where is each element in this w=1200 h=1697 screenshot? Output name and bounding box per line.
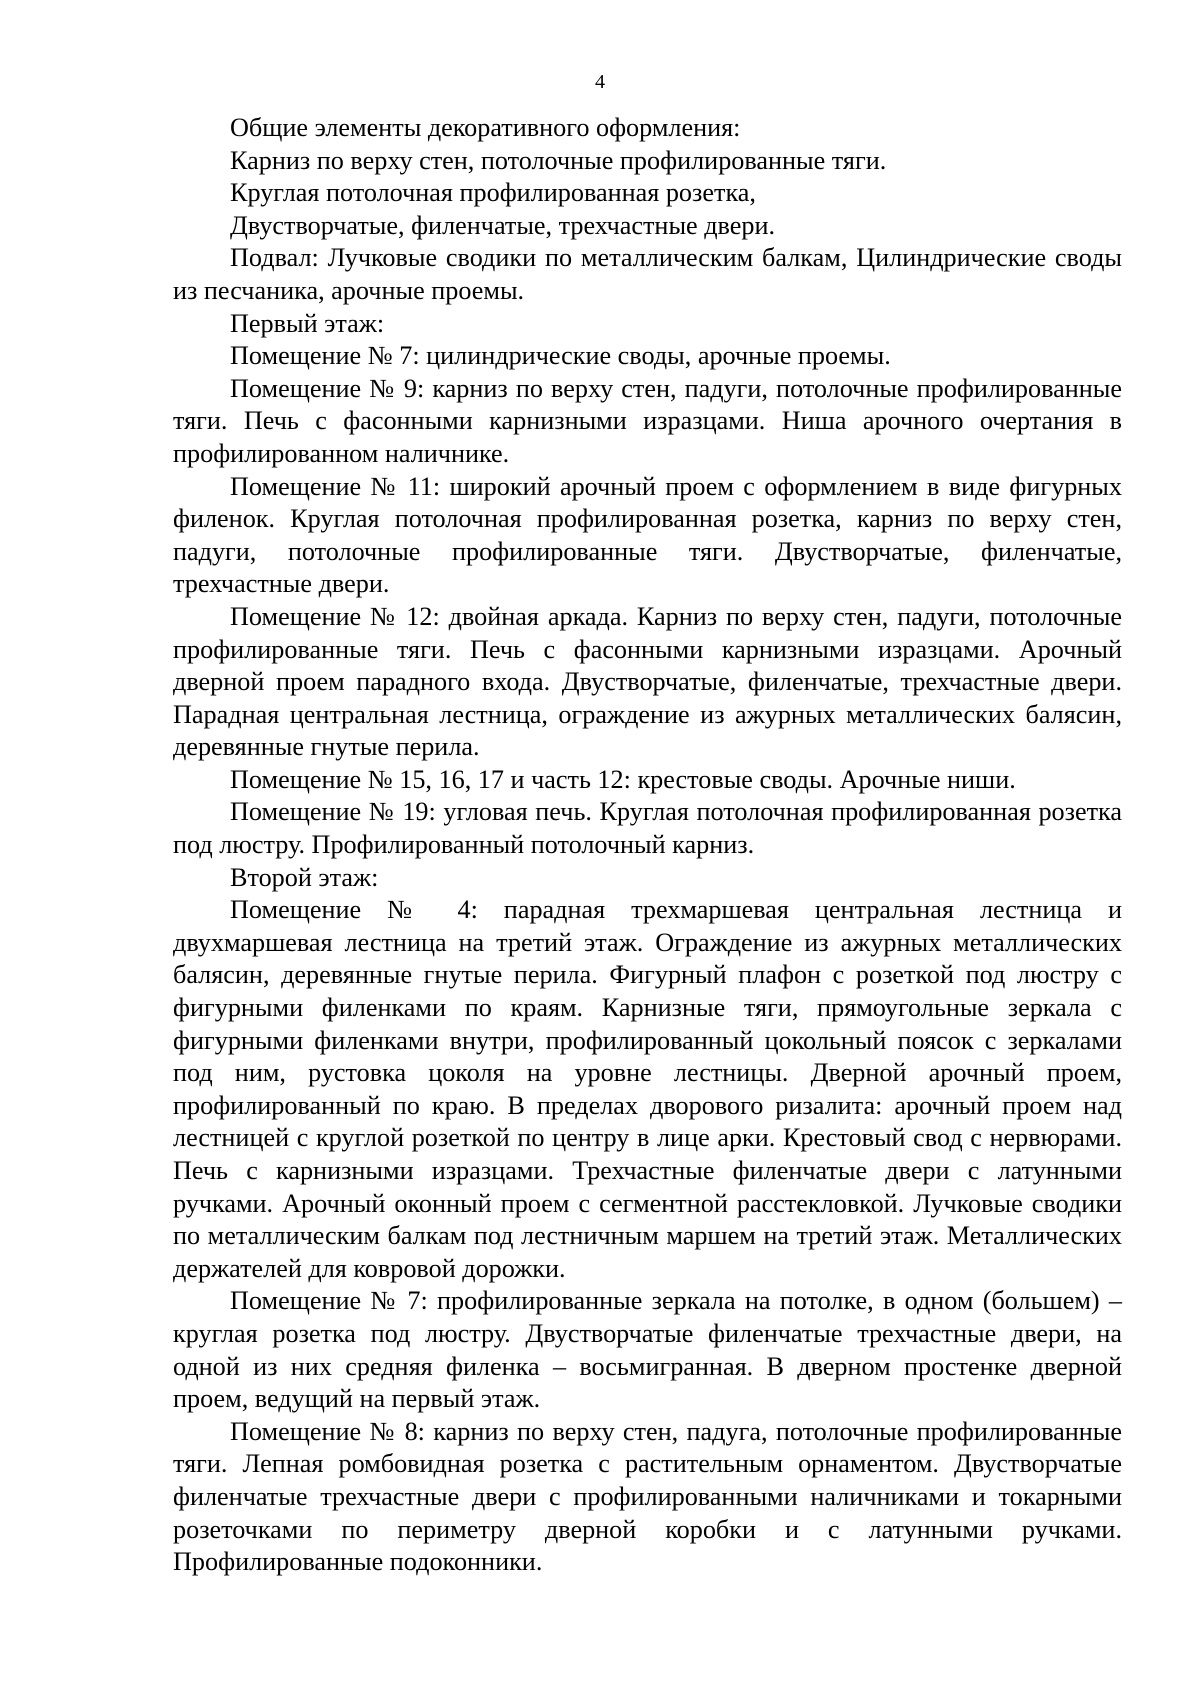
paragraph-rosette: Круглая потолочная профилированная розетка,: [230, 178, 756, 208]
paragraph-room-19: Помещение № 19: угловая печь. Круглая потолочная профилированная розетка под люстру. Профилированный потолочный карниз.: [173, 797, 1122, 860]
paragraph-second-floor-heading: Второй этаж:: [230, 862, 379, 892]
paragraph-room-9: Помещение № 9: карниз по верху стен, падуги, потолочные профилированные тяги. Печь с фасонными карнизными изразцами. Ниша арочного очертания в профилированном наличнике.: [173, 373, 1122, 468]
paragraph-room-7-first: Помещение № 7: цилиндрические своды, арочные проемы.: [230, 341, 891, 371]
paragraph-room-11: Помещение № 11: широкий арочный проем с оформлением в виде фигурных филенок. Круглая потолочная профилированная розетка, карниз по верху стен, падуги, потолочные профилированные тяги. Двустворчатые, филенчатые, трехчастные двери.: [173, 471, 1122, 599]
paragraph-cornice: Карниз по верху стен, потолочные профилированные тяги.: [230, 145, 887, 175]
paragraph-room-7-second: Помещение № 7: профилированные зеркала на потолке, в одном (большем) – круглая розетка под люстру. Двустворчатые филенчатые трехчастные двери, на одной из них средняя филенка – восьмигранная. В дверном простенке дверной проем, ведущий на первый этаж.: [173, 1286, 1122, 1414]
paragraph-room-12: Помещение № 12: двойная аркада. Карниз по верху стен, падуги, потолочные профилированные тяги. Печь с фасонными карнизными изразцами. Арочный дверной проем парадного входа. Двустворчатые, филенчатые, трехчастные двери. Парадная центральная лестница, ограждение из ажурных металлических балясин, деревянные гнутые перила.: [173, 601, 1122, 762]
page-number: 4: [595, 71, 605, 93]
paragraph-room-15-17: Помещение № 15, 16, 17 и часть 12: крестовые своды. Арочные ниши.: [230, 764, 1016, 794]
paragraph-basement: Подвал: Лучковые сводики по металлическим балкам, Цилиндрические своды из песчаника, арочные проемы.: [173, 243, 1122, 305]
paragraph-decor-intro: Общие элементы декоративного оформления:: [230, 113, 741, 142]
document-body: [173, 112, 1122, 1579]
paragraph-room-4: Помещение № 4: парадная трехмаршевая центральная лестница и двухмаршевая лестница на третий этаж. Ограждение из ажурных металлических балясин, деревянные гнутые перила. Фигурный плафон с розеткой под люстру с фигурными филенками по краям. Карнизные тяги, прямоугольные зеркала с фигурными филенками внутри, профилированный цокольный поясок с зеркалами под ним, рустовка цоколя на уровне лестницы. Дверной арочный проем, профилированный по краю. В пределах дворового ризалита: арочный проем над лестницей с круглой розеткой по центру в лице арки. Крестовый свод с нервюрами. Печь с карнизными изразцами. Трехчастные филенчатые двери с латунными ручками. Арочный оконный проем с сегментной расстекловкой. Лучковые сводики по металлическим балкам под лестничным маршем на третий этаж. Металлических держателей для ковровой дорожки.: [173, 895, 1122, 1283]
paragraph-room-8: Помещение № 8: карниз по верху стен, падуга, потолочные профилированные тяги. Лепная ромбовидная розетка с растительным орнаментом. Двустворчатые филенчатые трехчастные двери с профилированными наличниками и токарными розеточками по периметру дверной коробки и с латунными ручками. Профилированные подоконники.: [173, 1416, 1122, 1577]
paragraph-doors: Двустворчатые, филенчатые, трехчастные двери.: [230, 210, 776, 240]
paragraph-first-floor-heading: Первый этаж:: [230, 308, 385, 338]
